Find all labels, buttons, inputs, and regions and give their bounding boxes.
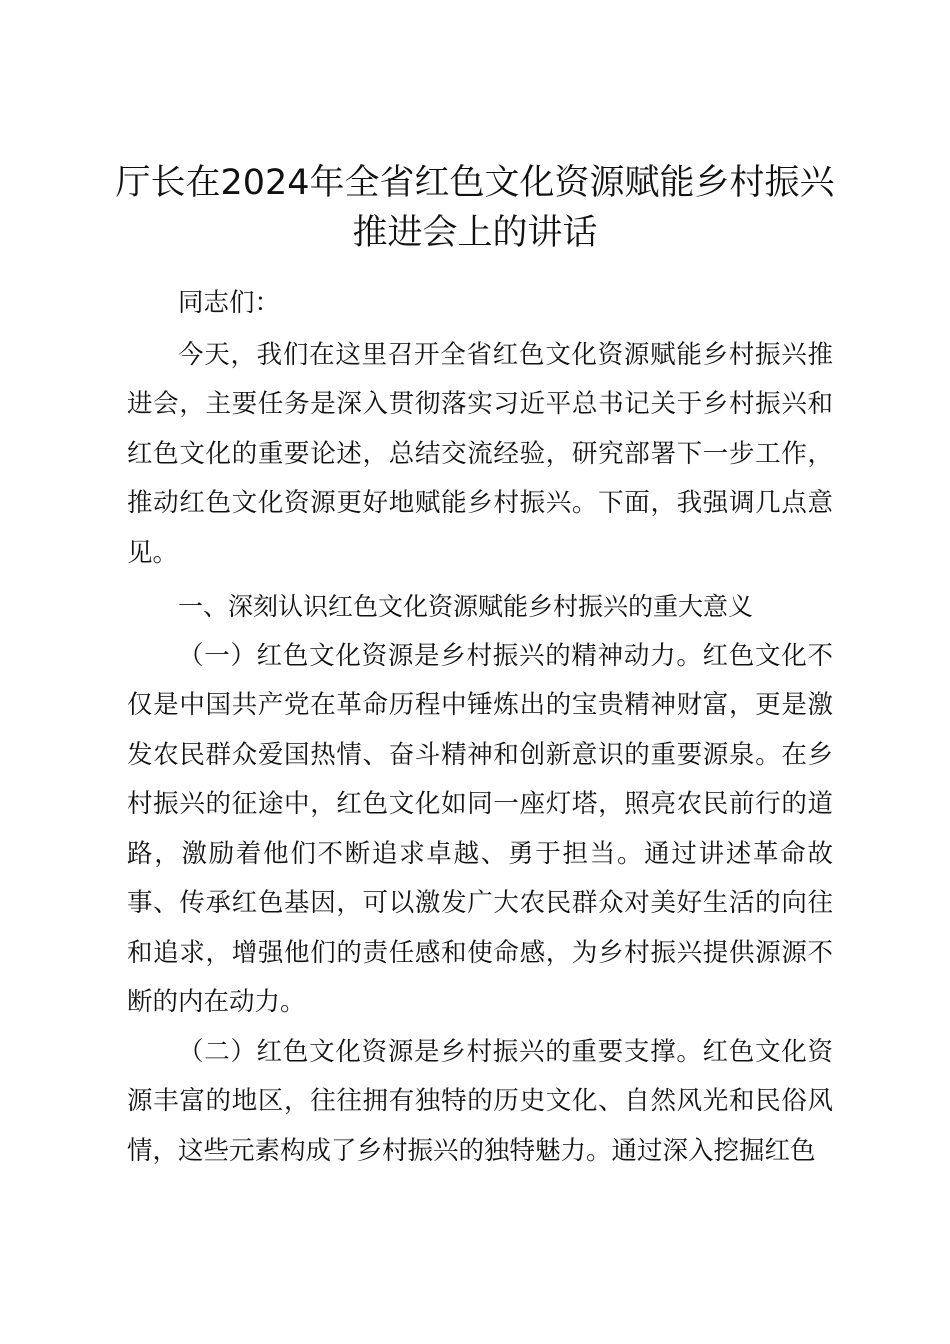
- section-1-heading: 一、深刻认识红色文化资源赋能乡村振兴的重大意义: [178, 592, 754, 621]
- paragraph-1: （一）红色文化资源是乡村振兴的精神动力。红色文化不仅是中国共产党在革命历程中锤炼出的宝贵精神财富，更是激发农民群众爱国热情、奋斗精神和创新意识的重要源泉。在乡村振兴的征途中，红色文化如同一座灯塔，照亮农民前行的道路，激励着他们不断追求卓越、勇于担当。通过讲述革命故事、传承红色基因，可以激发广大农民群众对美好生活的向往和追求，增强他们的责任感和使命感，为乡村振兴提供源源不断的内在动力。: [127, 640, 833, 1017]
- intro-paragraph: 今天，我们在这里召开全省红色文化资源赋能乡村振兴推进会，主要任务是深入贯彻落实习近平总书记关于乡村振兴和红色文化的重要论述，总结交流经验，研究部署下一步工作，推动红色文化资源更好地赋能乡村振兴。下面，我强调几点意见。: [127, 339, 833, 568]
- document-body: [127, 279, 833, 1176]
- greeting: 同志们：: [178, 288, 281, 318]
- document-title: 厅长在2024年全省红色文化资源赋能乡村振兴推进会上的讲话: [115, 163, 835, 253]
- paragraph-2: （二）红色文化资源是乡村振兴的重要支撑。红色文化资源丰富的地区，往往拥有独特的历史文化、自然风光和民俗风情，这些元素构成了乡村振兴的独特魅力。通过深入挖掘红色: [127, 1036, 833, 1166]
